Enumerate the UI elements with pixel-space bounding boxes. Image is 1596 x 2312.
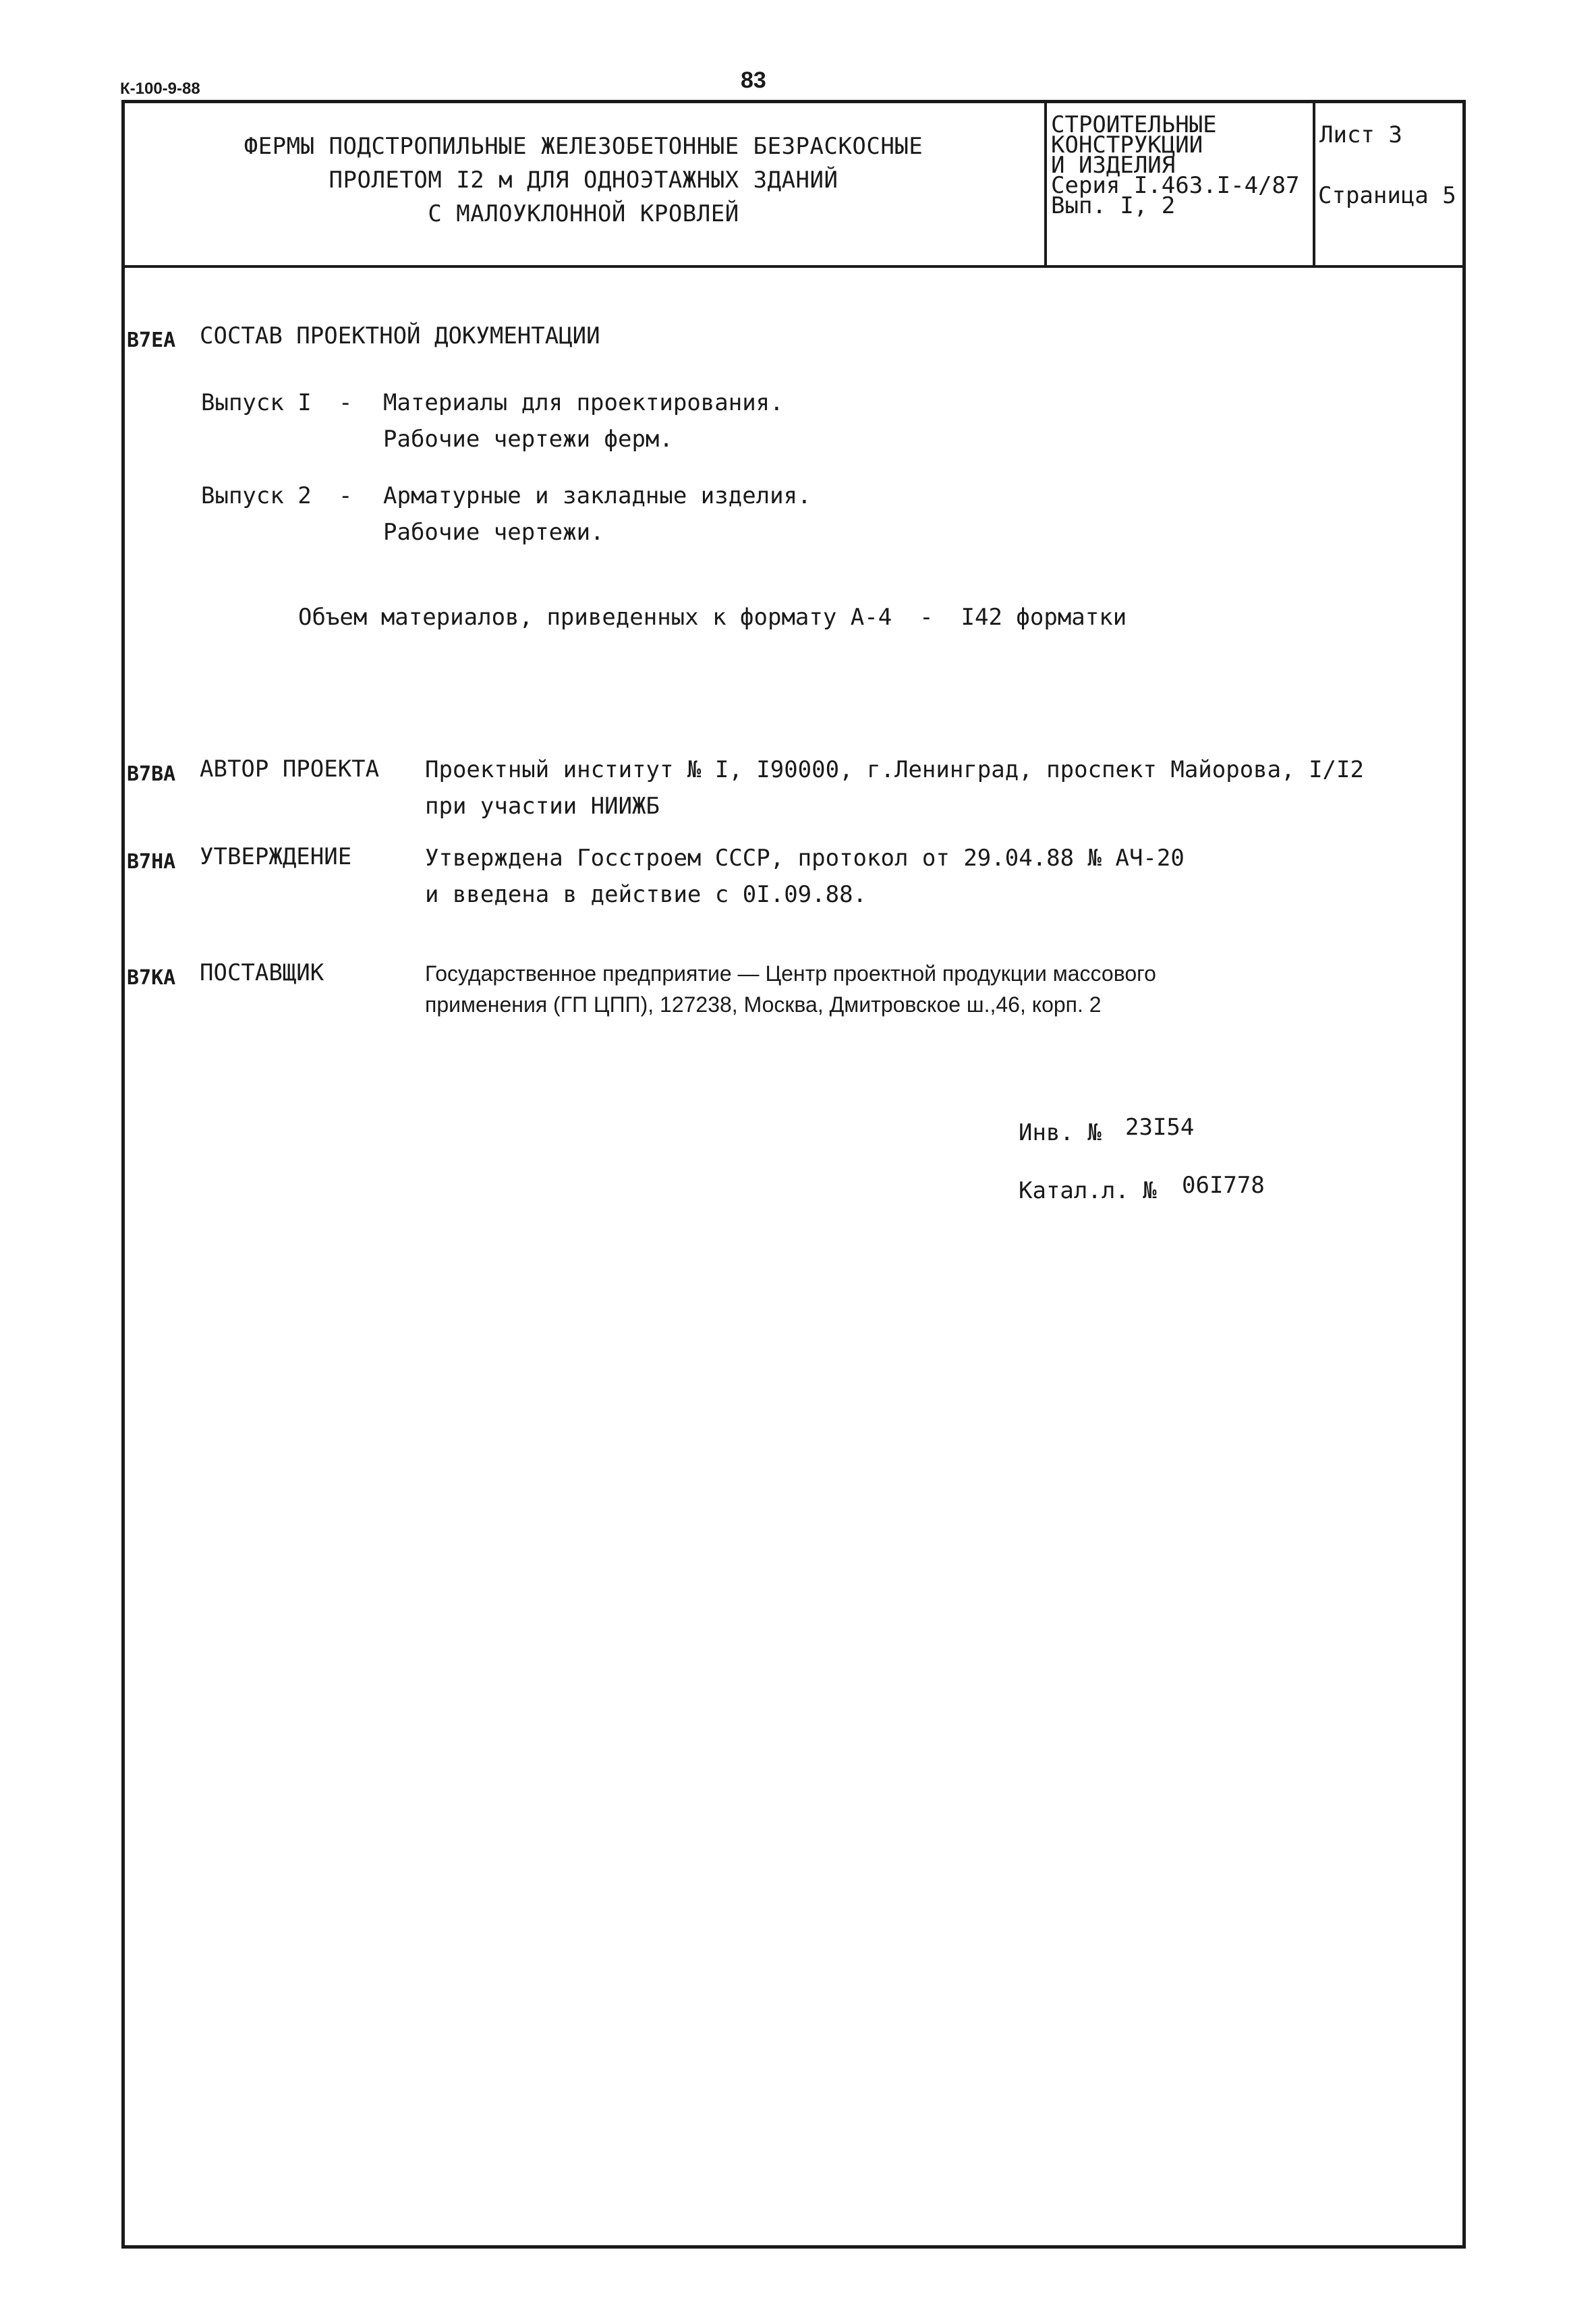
author-line: при участии НИИЖБ: [425, 793, 660, 820]
inventory-number: 23I54: [1125, 1114, 1195, 1141]
title-line: ФЕРМЫ ПОДСТРОПИЛЬНЫЕ ЖЕЛЕЗОБЕТОННЫЕ БЕЗРАСКОСНЫЕ: [244, 133, 923, 160]
approval-details: [425, 840, 1185, 913]
approval-line: и введена в действие с 0I.09.88.: [425, 881, 867, 908]
page-number: 83: [741, 67, 766, 93]
author-line: Проектный институт № I, I90000, г.Ленинград, проспект Майорова, I/I2: [425, 756, 1364, 783]
series-line: КОНСТРУКЦИИ: [1051, 132, 1203, 159]
document-code: К-100-9-88: [120, 80, 200, 98]
author-details: [425, 752, 1364, 824]
issue-description: [383, 385, 784, 457]
issue-dash: -: [339, 389, 353, 416]
supplier-line: применения (ГП ЦПП), 127238, Москва, Дмитровское ш.,46, корп. 2: [425, 992, 1102, 1017]
issue-line: Рабочие чертежи ферм.: [383, 426, 673, 453]
approval-line: Утверждена Госстроем СССР, протокол от 29.04.88 № АЧ-20: [425, 845, 1185, 872]
issue-line: Рабочие чертежи.: [383, 519, 604, 546]
issue-line: Материалы для проектирования.: [383, 389, 784, 416]
title-line: ПРОЛЕТОМ I2 м ДЛЯ ОДНОЭТАЖНЫХ ЗДАНИЙ: [329, 167, 838, 194]
catalog-label: Катал.л. №: [1019, 1177, 1157, 1204]
section-code: В7КА: [127, 966, 176, 990]
volume-note: Объем материалов, приведенных к формату А-4 - I42 форматки: [298, 604, 1127, 631]
title-line: С МАЛОУКЛОННОЙ КРОВЛЕЙ: [428, 200, 739, 227]
issue-label: Выпуск I: [201, 389, 312, 416]
inventory-label: Инв. №: [1019, 1119, 1102, 1146]
issue-line: Арматурные и закладные изделия.: [383, 482, 811, 509]
page-label: Страница 5: [1318, 182, 1456, 209]
document-title: [135, 130, 1032, 231]
section-code: В7НА: [127, 850, 176, 874]
section-heading: УТВЕРЖДЕНИЕ: [200, 843, 352, 870]
header-divider-vertical: [1313, 100, 1315, 266]
header-divider-vertical: [1044, 100, 1047, 266]
section-heading: АВТОР ПРОЕКТА: [200, 756, 380, 783]
issue-label: Выпуск 2: [201, 482, 312, 509]
catalog-number: 06I778: [1182, 1172, 1265, 1199]
issue-dash: -: [339, 482, 353, 509]
series-block: [1051, 111, 1313, 219]
sheet-number: Лист 3: [1319, 121, 1402, 148]
section-heading: СОСТАВ ПРОЕКТНОЙ ДОКУМЕНТАЦИИ: [200, 322, 600, 349]
section-code: В7ВА: [127, 762, 176, 786]
issue-description: [383, 478, 811, 551]
header-divider: [121, 265, 1466, 268]
series-line: СТРОИТЕЛЬНЫЕ: [1051, 111, 1217, 138]
series-line: И ИЗДЕЛИЯ: [1051, 152, 1176, 179]
section-code: В7ЕА: [127, 329, 176, 352]
series-line: Серия I.463.I-4/87: [1051, 172, 1300, 199]
section-heading: ПОСТАВЩИК: [200, 959, 324, 986]
supplier-details: [425, 958, 1156, 1020]
series-line: Вып. I, 2: [1051, 192, 1176, 219]
supplier-line: Государственное предприятие — Центр проектной продукции массового: [425, 961, 1156, 986]
